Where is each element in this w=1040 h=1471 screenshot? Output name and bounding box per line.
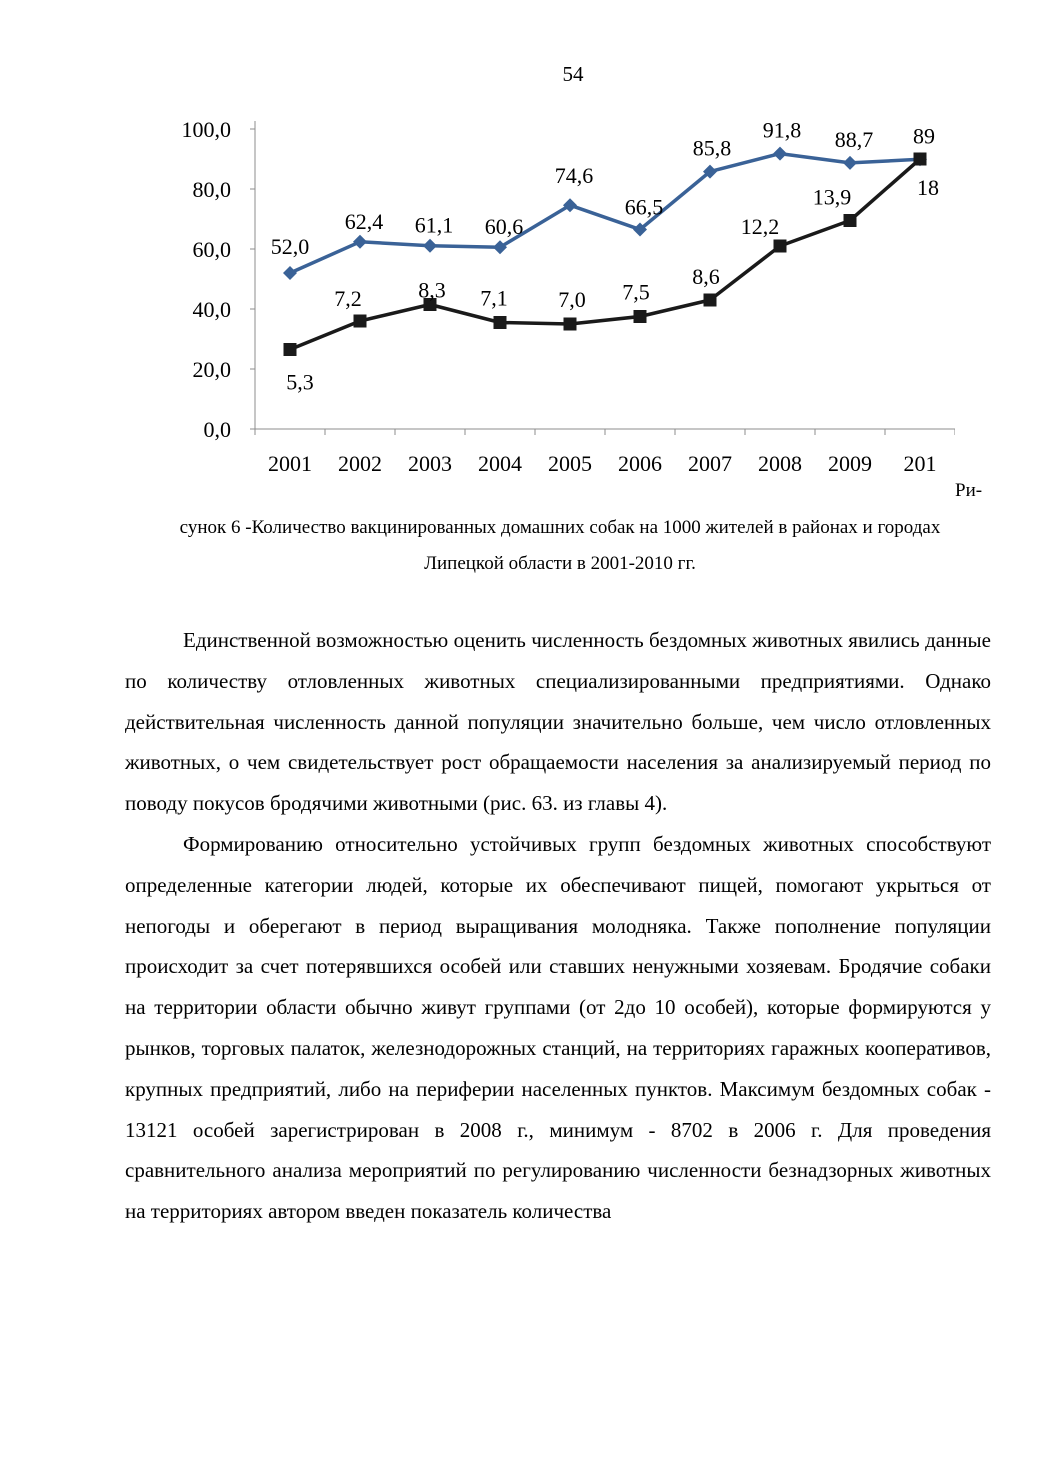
paragraph: Формированию относительно устойчивых групп бездомных животных способствуют определенные категории людей, которые их обеспечивают пищей, помогают укрыться от непогоды и оберегают в период выращивания молодняка. Также пополнение популяции происходит за счет потерявшихся особей или ставших ненужными хозяевам. Бродячие собаки на территории области обычно живут группами (от 2до 10 особей), которые формируются у рынков, торговых палаток, железнодорожных станций, на территориях гаражных кооперативов, крупных предприятий, либо на периферии населенных пунктов. Максимум бездомных собак - 13121 особей зарегистрирован в 2008 г., минимум - 8702 в 2006 г. Для проведения сравнительного анализа мероприятий по регулированию численности безнадзорных животных на территориях автором введен показатель количества	[125, 831, 991, 1224]
x-tick-label: 201	[903, 451, 937, 476]
x-tick-label: 2005	[548, 451, 592, 476]
data-label: 88,7	[834, 126, 874, 152]
paragraph: Единственной возможностью оценить численность бездомных животных явились данные по количеству отловленных животных специализированными предприятиями. Однако действительная численность данной популяции значительно больше, чем число отловленных животных, о чем свидетельствует рост обращаемости населения за анализируемый период по поводу покусов бродячими животными (рис. 63. из главы 4).	[125, 628, 991, 816]
data-label: 60,6	[484, 214, 524, 240]
x-tick-label: 2004	[478, 451, 522, 476]
data-label: 52,0	[270, 234, 310, 259]
data-label: 12,2	[740, 214, 780, 239]
y-tick-label: 20,0	[192, 357, 231, 382]
data-point-square	[494, 316, 507, 329]
data-label: 8,6	[692, 264, 720, 289]
data-point-square	[634, 310, 647, 323]
data-label: 66,5	[624, 194, 664, 220]
caption-line-2: Липецкой области в 2001-2010 гг.	[424, 553, 696, 574]
data-point-square	[704, 294, 717, 307]
data-label: 7,5	[622, 279, 650, 305]
data-point-diamond	[773, 147, 787, 161]
x-tick-label: 2002	[338, 451, 382, 476]
x-tick-label: 2001	[268, 451, 312, 476]
data-label: 7,2	[334, 286, 362, 311]
y-tick-label: 60,0	[192, 237, 231, 262]
data-label: 62,4	[344, 208, 384, 234]
data-point-square	[284, 343, 297, 356]
data-label: 5,3	[286, 369, 314, 395]
page-number: 54	[562, 62, 584, 86]
data-label: 91,8	[762, 117, 802, 143]
x-tick-label: 2009	[828, 451, 872, 476]
x-tick-label: 2003	[408, 451, 452, 476]
data-point-diamond	[353, 235, 367, 249]
data-point-square	[914, 153, 927, 166]
y-tick-label: 80,0	[192, 177, 231, 202]
caption-prefix: Ри-	[955, 480, 983, 501]
data-label: 89	[913, 123, 935, 149]
chart-right-mask	[955, 110, 970, 490]
y-tick-label: 40,0	[192, 297, 231, 322]
data-point-square	[354, 315, 367, 328]
data-point-diamond	[843, 156, 857, 170]
data-point-square	[774, 240, 787, 253]
data-label: 18	[917, 175, 939, 200]
data-label: 61,1	[414, 212, 454, 238]
y-tick-label: 0,0	[203, 417, 231, 442]
x-tick-label: 2006	[618, 451, 662, 476]
data-point-square	[564, 318, 577, 331]
data-label: 85,8	[692, 135, 732, 161]
data-label: 74,6	[554, 163, 594, 189]
data-point-square	[844, 214, 857, 227]
data-label: 8,3	[418, 277, 446, 303]
data-point-diamond	[423, 239, 437, 253]
x-tick-label: 2007	[688, 451, 732, 476]
x-tick-label: 2008	[758, 451, 802, 476]
caption-line-1: сунок 6 -Количество вакцинированных домашних собак на 1000 жителей в районах и городах	[179, 517, 941, 538]
data-label: 13,9	[812, 184, 852, 210]
series-line-blue	[290, 154, 920, 273]
line-chart	[150, 110, 970, 490]
data-label: 7,0	[558, 287, 586, 312]
y-tick-label: 100,0	[181, 117, 231, 142]
body-text	[125, 620, 991, 1232]
chart-svg	[150, 110, 970, 490]
data-point-diamond	[283, 266, 297, 280]
data-label: 7,1	[480, 285, 508, 311]
